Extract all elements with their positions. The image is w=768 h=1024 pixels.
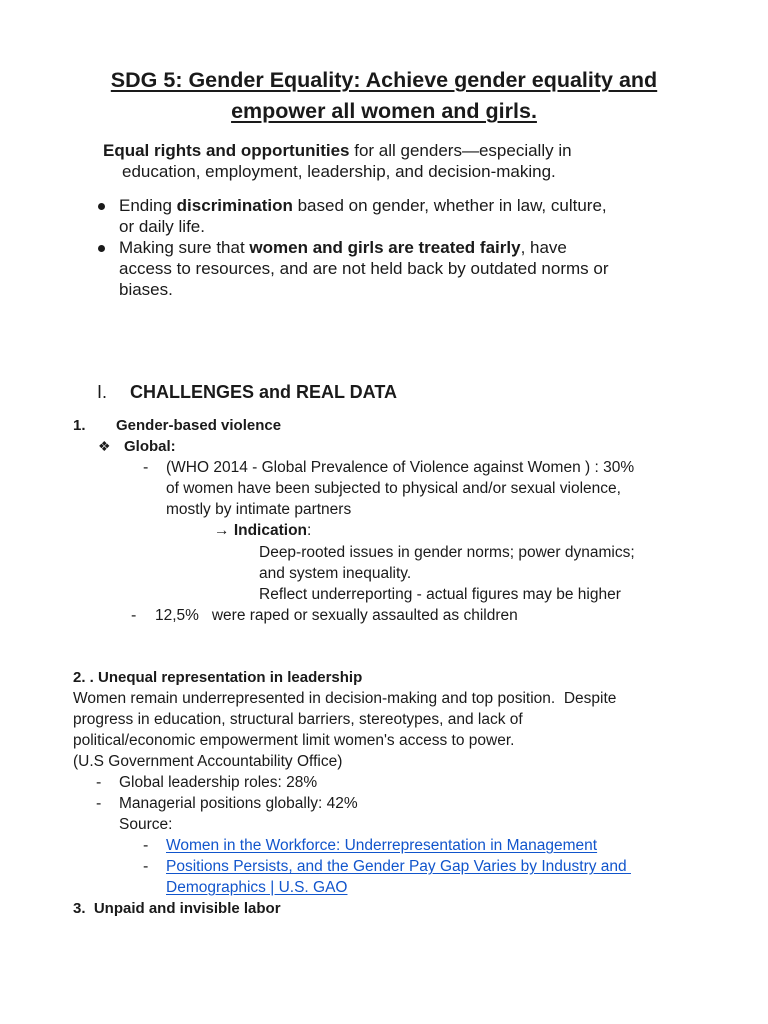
intro-bold: Equal rights and opportunities [103, 141, 350, 160]
indication-line [214, 520, 311, 541]
indication-colon: : [307, 522, 312, 539]
bullet-2-pre: Making sure that [119, 238, 250, 257]
intro-line-1 [103, 140, 572, 161]
who-stat-line-3: mostly by intimate partners [166, 501, 352, 518]
bullet-dot-icon [98, 203, 105, 210]
dash-bullet: - [143, 858, 149, 875]
item-2-para-line-2: progress in education, structural barriers, stereotypes, and lack of [73, 711, 523, 728]
bullet-1-line-1 [119, 195, 607, 216]
indication-line-3: Reflect underreporting - actual figures may be higher [259, 586, 621, 603]
bullet-1-bold: discrimination [176, 196, 293, 215]
source-link-workforce[interactable]: Women in the Workforce: Underrepresentation in Management [166, 837, 598, 854]
dash-bullet: - [96, 774, 102, 791]
bullet-2-post: , have [520, 238, 567, 257]
bullet-2-line-1 [119, 237, 567, 258]
intro-rest: for all genders—especially in [349, 141, 572, 160]
dash-bullet: - [143, 837, 149, 854]
item-1-heading: Gender-based violence [116, 417, 282, 434]
source-link-gao-line-1[interactable]: Positions Persists, and the Gender Pay Gap Varies by Industry and [166, 858, 631, 875]
who-stat-line-2: of women have been subjected to physical and/or sexual violence, [166, 480, 621, 497]
dash-bullet: - [96, 795, 102, 812]
item-2-para-line-1: Women remain underrepresented in decision-making and top position. Despite [73, 690, 617, 707]
who-stat-line-1: (WHO 2014 - Global Prevalence of Violence against Women ) : 30% [166, 459, 635, 476]
item-3-heading: 3. Unpaid and invisible labor [73, 900, 281, 917]
document-title-line-2: empower all women and girls. [231, 99, 537, 123]
dash-bullet: - [131, 607, 137, 624]
indication-line-1: Deep-rooted issues in gender norms; power dynamics; [259, 544, 635, 561]
indication-line-2: and system inequality. [259, 565, 412, 582]
item-1-subheading: Global: [124, 438, 176, 455]
indication-label: Indication [233, 522, 308, 539]
managerial-stat: Managerial positions globally: 42% [119, 795, 358, 812]
bullet-1-post: based on gender, whether in law, culture, [292, 196, 607, 215]
source-label: Source: [119, 816, 173, 833]
section-numeral: I. [97, 382, 108, 402]
bullet-2-line-2: access to resources, and are not held back by outdated norms or [119, 259, 609, 278]
right-arrow-icon: → [214, 522, 230, 539]
bullet-2-bold: women and girls are treated fairly [249, 238, 521, 257]
item-2-para-line-4: (U.S Government Accountability Office) [73, 753, 343, 770]
leadership-stat: Global leadership roles: 28% [119, 774, 318, 791]
child-assault-stat: 12,5% were raped or sexually assaulted as children [155, 607, 518, 624]
item-1-number: 1. [73, 417, 86, 434]
item-2-para-line-3: political/economic empowerment limit women's access to power. [73, 732, 515, 749]
bullet-2-line-3: biases. [119, 280, 173, 299]
diamond-bullet-icon: ❖ [98, 438, 111, 454]
intro-line-2: education, employment, leadership, and decision-making. [122, 162, 556, 181]
document-title-line-1: SDG 5: Gender Equality: Achieve gender equality and [110, 68, 658, 92]
bullet-dot-icon [98, 245, 105, 252]
dash-bullet: - [143, 459, 149, 476]
item-2-heading: 2. . Unequal representation in leadership [73, 669, 363, 686]
section-heading: CHALLENGES and REAL DATA [130, 382, 398, 402]
bullet-1-pre: Ending [119, 196, 177, 215]
source-link-gao-line-2[interactable]: Demographics | U.S. GAO [166, 879, 348, 896]
bullet-1-line-2: or daily life. [119, 217, 205, 236]
